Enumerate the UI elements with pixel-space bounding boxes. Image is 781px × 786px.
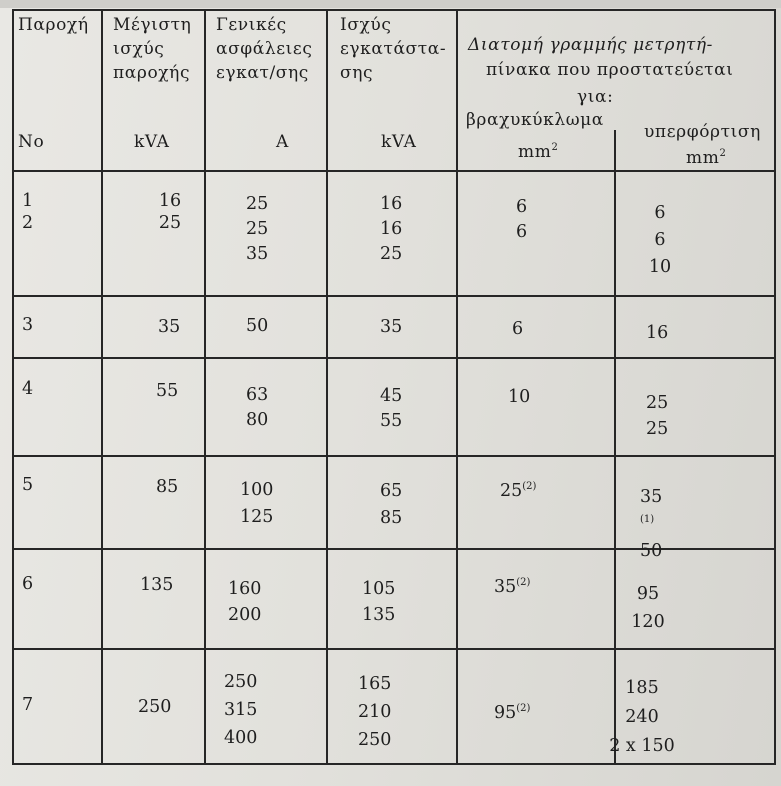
short-circuit-cell bbox=[500, 480, 536, 502]
short-circuit-value: 25 bbox=[500, 481, 523, 501]
overload-value: 16 bbox=[646, 323, 669, 343]
header-max-power-unit: kVA bbox=[134, 132, 170, 152]
overload-value: 2 x 150 bbox=[609, 736, 675, 756]
overload-value: 95 bbox=[636, 584, 660, 604]
row-divider bbox=[12, 648, 776, 650]
header-short-circuit-unit bbox=[518, 140, 558, 164]
header-bottom-border bbox=[12, 170, 776, 172]
installed-cell bbox=[380, 478, 402, 532]
short-circuit-value: 10 bbox=[508, 387, 531, 407]
header-installed-power-line: σης bbox=[340, 63, 374, 83]
column-divider bbox=[456, 9, 458, 765]
supply-value: 1 bbox=[22, 191, 34, 211]
header-installed-power-line: εγκατάστα- bbox=[340, 39, 447, 59]
max-power-value: 250 bbox=[138, 697, 172, 717]
installed-cell bbox=[380, 384, 402, 434]
short-circuit-cell bbox=[494, 576, 530, 598]
max-power-value: 85 bbox=[156, 477, 179, 497]
header-fuses-line: ασφάλειες bbox=[216, 39, 313, 59]
table-bottom-border bbox=[12, 763, 776, 765]
installed-value: 250 bbox=[358, 730, 392, 750]
installed-cell bbox=[362, 576, 395, 628]
installed-value: 16 bbox=[380, 219, 403, 239]
header-fuses-line: εγκατ/σης bbox=[216, 63, 309, 83]
fuses-cell bbox=[246, 192, 268, 267]
short-circuit-cell bbox=[516, 195, 527, 245]
short-circuit-value: 35 bbox=[494, 577, 517, 597]
header-overload: υπερφόρτιση bbox=[644, 122, 761, 142]
supply-value: 2 bbox=[22, 213, 34, 233]
header-supply-line: Παροχή bbox=[18, 15, 89, 35]
row-divider bbox=[12, 357, 776, 359]
header-supply-unit: No bbox=[18, 132, 45, 152]
row-divider bbox=[12, 455, 776, 457]
installed-value: 65 bbox=[380, 481, 403, 501]
overload-value: 50 bbox=[640, 541, 663, 561]
header-installed-power-line: Ισχύς bbox=[340, 15, 392, 35]
unit-mm: mm bbox=[518, 142, 552, 162]
header-max-power-line: ισχύς bbox=[113, 39, 165, 59]
short-circuit-value: 6 bbox=[516, 222, 528, 242]
header-fuses bbox=[216, 13, 312, 85]
fuses-value: 100 bbox=[240, 480, 274, 500]
max-power-value: 35 bbox=[158, 317, 181, 337]
header-max-power-line: παροχής bbox=[113, 63, 191, 83]
overload-value: 25 bbox=[646, 393, 669, 413]
fuses-cell bbox=[224, 668, 257, 752]
fuses-cell bbox=[240, 477, 273, 531]
fuses-cell bbox=[246, 383, 268, 433]
max-power-value: 25 bbox=[158, 213, 182, 233]
page-edge bbox=[0, 0, 781, 8]
installed-value: 55 bbox=[380, 411, 403, 431]
fuses-value: 35 bbox=[246, 244, 269, 264]
unit-mm: mm bbox=[686, 148, 720, 168]
unit-exponent: 2 bbox=[719, 148, 727, 159]
column-divider bbox=[774, 9, 776, 765]
overload-value: 185 bbox=[625, 678, 659, 698]
supply-value: 3 bbox=[22, 315, 34, 335]
overload-cell bbox=[600, 674, 684, 761]
short-circuit-cell bbox=[494, 702, 530, 724]
footnote-marker: (2) bbox=[522, 481, 537, 492]
fuses-value: 125 bbox=[240, 507, 274, 527]
overload-value: 6 bbox=[654, 203, 666, 223]
fuses-value: 25 bbox=[246, 194, 269, 214]
installed-value: 45 bbox=[380, 386, 403, 406]
installed-value: 210 bbox=[358, 702, 392, 722]
overload-cell bbox=[646, 390, 668, 442]
installed-cell bbox=[358, 670, 391, 754]
supply-value: 5 bbox=[22, 475, 34, 495]
column-divider bbox=[326, 9, 328, 765]
installed-value: 85 bbox=[380, 508, 403, 528]
overload-line bbox=[640, 484, 662, 538]
fuses-value: 25 bbox=[246, 219, 269, 239]
installed-cell bbox=[380, 192, 402, 267]
supply-value: 6 bbox=[22, 574, 34, 594]
overload-value: 6 bbox=[654, 230, 666, 250]
header-installed-power-unit: kVA bbox=[381, 132, 417, 152]
column-divider bbox=[101, 9, 103, 765]
header-max-power-line: Μέγιστη bbox=[113, 15, 192, 35]
header-cross-section-line3: για: bbox=[577, 87, 614, 107]
short-circuit-value: 6 bbox=[512, 319, 524, 339]
header-fuses-unit: A bbox=[276, 132, 289, 152]
installed-value: 16 bbox=[380, 194, 403, 214]
column-divider bbox=[204, 9, 206, 765]
installed-value: 135 bbox=[362, 605, 396, 625]
header-fuses-line: Γενικές bbox=[216, 15, 287, 35]
header-max-power bbox=[113, 13, 191, 85]
footnote-marker: (1) bbox=[640, 514, 655, 525]
fuses-value: 63 bbox=[246, 385, 269, 405]
fuses-value: 250 bbox=[224, 672, 258, 692]
overload-value: 10 bbox=[648, 257, 672, 277]
supply-cell bbox=[22, 190, 33, 234]
column-divider bbox=[12, 9, 14, 765]
fuses-value: 50 bbox=[246, 316, 269, 336]
max-power-value: 55 bbox=[156, 381, 179, 401]
row-divider bbox=[12, 295, 776, 297]
header-supply bbox=[18, 13, 89, 37]
short-circuit-value: 6 bbox=[516, 197, 528, 217]
header-installed-power bbox=[340, 13, 446, 85]
overload-cell bbox=[640, 200, 680, 281]
fuses-value: 200 bbox=[228, 605, 262, 625]
header-overload-unit bbox=[686, 146, 726, 170]
short-circuit-value: 95 bbox=[494, 703, 517, 723]
overload-cell bbox=[640, 484, 662, 565]
fuses-cell bbox=[228, 576, 261, 628]
footnote-marker: (2) bbox=[516, 703, 531, 714]
supply-value: 4 bbox=[22, 379, 34, 399]
header-cross-section-line1: Διατομή γραμμής μετρητή- bbox=[468, 35, 714, 55]
max-power-value: 16 bbox=[158, 191, 182, 211]
supply-value: 7 bbox=[22, 695, 34, 715]
table-top-border bbox=[12, 9, 776, 11]
fuses-value: 80 bbox=[246, 410, 269, 430]
header-cross-section-line2: πίνακα που προστατεύεται bbox=[486, 60, 734, 80]
max-power-cell bbox=[150, 190, 190, 234]
installed-value: 165 bbox=[358, 674, 392, 694]
overload-value: 25 bbox=[646, 419, 669, 439]
overload-value: 35 bbox=[640, 487, 663, 507]
overload-value: 120 bbox=[631, 612, 665, 632]
footnote-marker: (2) bbox=[516, 577, 531, 588]
overload-cell bbox=[628, 580, 668, 636]
unit-exponent: 2 bbox=[551, 142, 559, 153]
fuses-value: 400 bbox=[224, 728, 258, 748]
header-short-circuit: βραχυκύκλωμα bbox=[466, 110, 604, 130]
overload-value: 240 bbox=[625, 707, 659, 727]
column-divider bbox=[614, 130, 616, 765]
installed-value: 25 bbox=[380, 244, 403, 264]
installed-value: 105 bbox=[362, 579, 396, 599]
installed-value: 35 bbox=[380, 317, 403, 337]
fuses-value: 315 bbox=[224, 700, 258, 720]
max-power-value: 135 bbox=[140, 575, 174, 595]
fuses-value: 160 bbox=[228, 579, 262, 599]
